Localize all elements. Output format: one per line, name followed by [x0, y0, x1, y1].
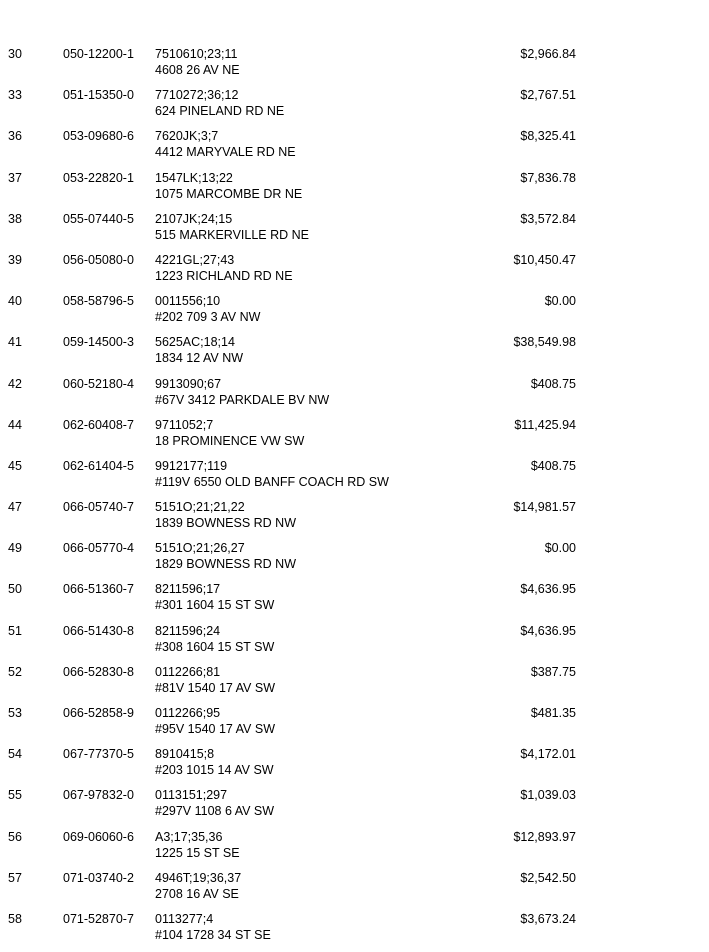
item-number: 36 [8, 129, 22, 144]
list-item [0, 417, 709, 458]
legal-description: 8211596;24 [155, 623, 221, 638]
legal-description: 9913090;67 [155, 376, 222, 391]
legal-description: 5151O;21;21,22 [155, 500, 245, 515]
address: 2708 16 AV SE [155, 886, 239, 901]
list-item [0, 499, 709, 540]
roll-number: 059-14500-3 [63, 335, 134, 350]
legal-description: 9912177;119 [155, 458, 228, 473]
address: #81V 1540 17 AV SW [155, 680, 275, 695]
amount: $481.35 [530, 706, 576, 720]
address: #119V 6550 OLD BANFF COACH RD SW [155, 474, 389, 489]
item-number: 37 [8, 170, 22, 185]
list-item [0, 252, 709, 293]
list-item [0, 293, 709, 334]
legal-description: 0113151;297 [155, 788, 228, 803]
legal-description: 0113277;4 [155, 911, 214, 926]
legal-description: 0112266;81 [155, 664, 221, 679]
roll-number: 053-22820-1 [63, 170, 134, 185]
item-number: 52 [8, 664, 22, 679]
item-number: 39 [8, 252, 22, 267]
roll-number: 069-06060-6 [63, 829, 134, 844]
amount: $14,981.57 [513, 500, 576, 515]
amount: $2,767.51 [520, 88, 576, 103]
legal-description: 5625AC;18;14 [155, 335, 235, 350]
amount: $4,636.95 [520, 623, 576, 638]
amount: $2,966.84 [520, 47, 576, 61]
amount: $12,893.97 [513, 829, 576, 844]
list-item [0, 829, 709, 870]
roll-number: 053-09680-6 [63, 129, 134, 144]
list-item [0, 664, 709, 705]
roll-number: 050-12200-1 [63, 47, 134, 61]
roll-number: 062-60408-7 [63, 417, 134, 432]
legal-description: 7510610;23;11 [155, 47, 238, 61]
address: 1225 15 ST SE [155, 845, 240, 860]
item-number: 58 [8, 911, 22, 926]
roll-number: 066-51360-7 [63, 582, 134, 597]
address: 18 PROMINENCE VW SW [155, 433, 305, 448]
address: 1834 12 AV NW [155, 351, 244, 366]
amount: $408.75 [530, 458, 576, 473]
address: #203 1015 14 AV SW [155, 763, 274, 778]
amount: $3,572.84 [520, 211, 576, 226]
address: #308 1604 15 ST SW [155, 639, 275, 654]
item-number: 30 [8, 47, 22, 61]
legal-description: 0011556;10 [155, 294, 221, 309]
item-number: 45 [8, 458, 22, 473]
legal-description: A3;17;35,36 [155, 829, 223, 844]
address: 4608 26 AV NE [155, 63, 240, 77]
roll-number: 055-07440-5 [63, 211, 134, 226]
legal-description: 4221GL;27;43 [155, 252, 235, 267]
roll-number: 067-77370-5 [63, 747, 134, 762]
address: 1223 RICHLAND RD NE [155, 268, 293, 283]
legal-description: 1547LK;13;22 [155, 170, 233, 185]
list-item [0, 581, 709, 622]
list-item [0, 623, 709, 664]
item-number: 41 [8, 335, 22, 350]
roll-number: 066-05740-7 [63, 500, 134, 515]
item-number: 50 [8, 582, 22, 597]
address: #297V 1108 6 AV SW [155, 804, 275, 819]
amount: $11,425.94 [514, 417, 576, 432]
legal-description: 7710272;36;12 [155, 88, 239, 103]
roll-number: 066-05770-4 [63, 541, 134, 556]
address: #104 1728 34 ST SE [155, 927, 271, 942]
item-number: 51 [8, 623, 22, 638]
item-number: 53 [8, 706, 22, 720]
legal-description: 8910415;8 [155, 747, 215, 762]
list-item [0, 376, 709, 417]
address: #301 1604 15 ST SW [155, 598, 275, 613]
roll-number: 071-03740-2 [63, 870, 134, 885]
roll-number: 067-97832-0 [63, 788, 134, 803]
amount: $408.75 [530, 376, 576, 391]
list-item [0, 334, 709, 375]
roll-number: 060-52180-4 [63, 376, 134, 391]
item-number: 44 [8, 417, 22, 432]
list-item [0, 787, 709, 828]
address: 515 MARKERVILLE RD NE [155, 227, 309, 242]
roll-number: 058-58796-5 [63, 294, 134, 309]
list-item [0, 705, 709, 746]
item-number: 56 [8, 829, 22, 844]
amount: $387.75 [530, 664, 576, 679]
item-number: 54 [8, 747, 22, 762]
amount: $3,673.24 [520, 911, 576, 926]
address: 1839 BOWNESS RD NW [155, 516, 297, 531]
list-item [0, 911, 709, 952]
amount: $7,836.78 [520, 170, 576, 185]
amount: $2,542.50 [520, 870, 576, 885]
item-number: 55 [8, 788, 22, 803]
amount: $0.00 [544, 541, 576, 556]
address: #95V 1540 17 AV SW [155, 722, 275, 736]
legal-description: 8211596;17 [155, 582, 221, 597]
amount: $38,549.98 [513, 335, 576, 350]
item-number: 57 [8, 870, 22, 885]
item-number: 49 [8, 541, 22, 556]
legal-description: 0112266;95 [155, 706, 221, 720]
list-item [0, 170, 709, 211]
address: 4412 MARYVALE RD NE [155, 145, 296, 160]
roll-number: 062-61404-5 [63, 458, 134, 473]
amount: $1,039.03 [520, 788, 576, 803]
address: 1075 MARCOMBE DR NE [155, 186, 303, 201]
roll-number: 056-05080-0 [63, 252, 134, 267]
roll-number: 051-15350-0 [63, 88, 134, 103]
list-item [0, 128, 709, 169]
list-item [0, 46, 709, 87]
address: #67V 3412 PARKDALE BV NW [155, 392, 330, 407]
item-number: 38 [8, 211, 22, 226]
roll-number: 066-51430-8 [63, 623, 134, 638]
amount: $8,325.41 [520, 129, 576, 144]
roll-number: 066-52830-8 [63, 664, 134, 679]
legal-description: 2107JK;24;15 [155, 211, 233, 226]
list-item [0, 870, 709, 911]
list-item [0, 746, 709, 787]
legal-description: 9711052;7 [155, 417, 214, 432]
property-list [0, 46, 709, 952]
legal-description: 4946T;19;36,37 [155, 870, 242, 885]
item-number: 42 [8, 376, 22, 391]
address: 1829 BOWNESS RD NW [155, 557, 297, 572]
roll-number: 071-52870-7 [63, 911, 134, 926]
address: 624 PINELAND RD NE [155, 104, 285, 119]
item-number: 47 [8, 500, 22, 515]
legal-description: 7620JK;3;7 [155, 129, 219, 144]
amount: $10,450.47 [513, 252, 576, 267]
list-item [0, 458, 709, 499]
item-number: 33 [8, 88, 22, 103]
amount: $4,172.01 [520, 747, 576, 762]
address: #202 709 3 AV NW [155, 310, 261, 325]
roll-number: 066-52858-9 [63, 706, 134, 720]
list-item [0, 87, 709, 128]
item-number: 40 [8, 294, 22, 309]
amount: $0.00 [544, 294, 576, 309]
amount: $4,636.95 [520, 582, 576, 597]
legal-description: 5151O;21;26,27 [155, 541, 245, 556]
list-item [0, 211, 709, 252]
list-item [0, 540, 709, 581]
